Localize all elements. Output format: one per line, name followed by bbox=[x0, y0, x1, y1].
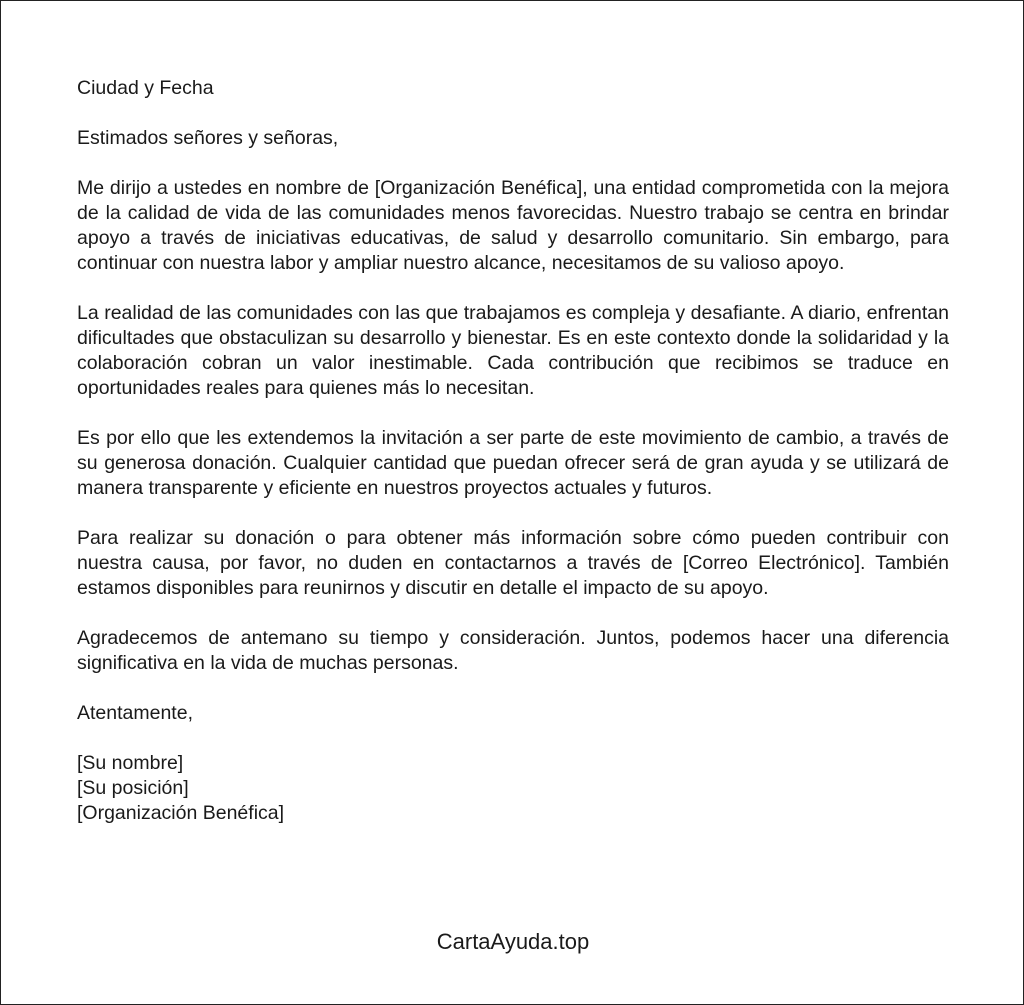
signature-position: [Su posición] bbox=[77, 777, 189, 799]
paragraph-context: La realidad de las comunidades con las que trabajamos es compleja y desafiante. A diario, enfrentan dificultades que obstaculizan su desarrollo y bienestar. Es en este contexto donde la solidaridad y la colaboración cobran un valor inestimable. Cada contribución que recibimos se traduce en oportunidades reales para quienes más lo necesitan. bbox=[77, 302, 949, 399]
paragraph-invitation: Es por ello que les extendemos la invitación a ser parte de este movimiento de cambio, a través de su generosa donación. Cualquier cantidad que puedan ofrecer será de gran ayuda y se utilizará de manera transparente y eficiente en nuestros proyectos actuales y futuros. bbox=[77, 427, 949, 499]
paragraph-intro: Me dirijo a ustedes en nombre de [Organización Benéfica], una entidad comprometida con la mejora de la calidad de vida de las comunidades menos favorecidas. Nuestro trabajo se centra en brindar apoyo a través de iniciativas educativas, de salud y desarrollo comunitario. Sin embargo, para continuar con nuestra labor y ampliar nuestro alcance, necesitamos de su valioso apoyo. bbox=[77, 177, 949, 274]
paragraph-contact: Para realizar su donación o para obtener más información sobre cómo pueden contribuir con nuestra causa, por favor, no duden en contactarnos a través de [Correo Electrónico]. También estamos disponibles para reunirnos y discutir en detalle el impacto de su apoyo. bbox=[77, 527, 949, 599]
closing: Atentamente, bbox=[77, 702, 193, 724]
salutation: Estimados señores y señoras, bbox=[77, 127, 339, 149]
place-date: Ciudad y Fecha bbox=[77, 77, 214, 99]
paragraph-thanks: Agradecemos de antemano su tiempo y consideración. Juntos, podemos hacer una diferencia significativa en la vida de muchas personas. bbox=[77, 627, 949, 674]
footer-site: CartaAyuda.top bbox=[436, 929, 590, 954]
letter-body bbox=[77, 76, 949, 826]
signature-name: [Su nombre] bbox=[77, 752, 184, 774]
signature-block bbox=[77, 751, 949, 826]
signature-organization: [Organización Benéfica] bbox=[77, 802, 285, 824]
